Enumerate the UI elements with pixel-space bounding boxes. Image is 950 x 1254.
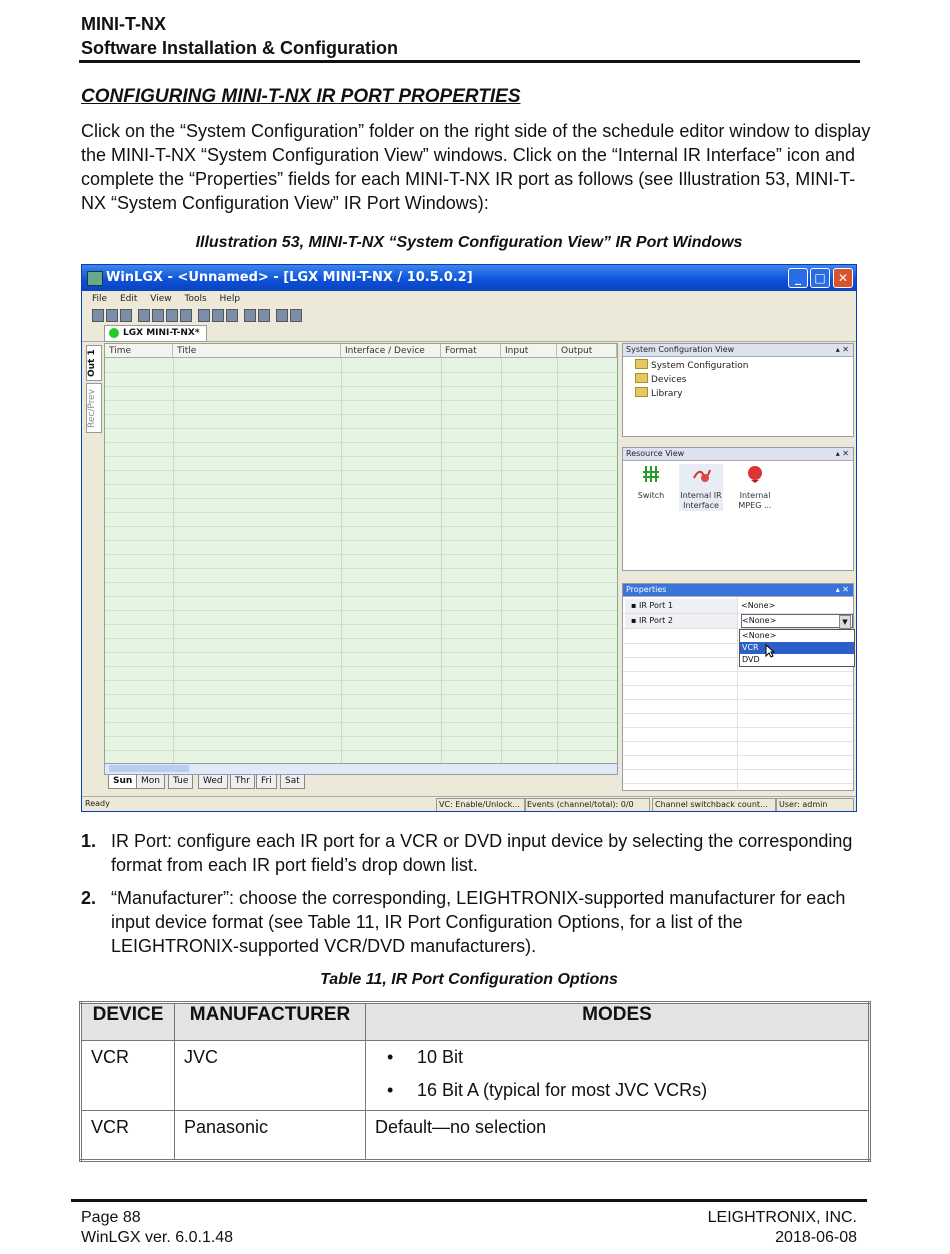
column-header-title[interactable]: Title xyxy=(173,344,341,358)
menu-view[interactable]: View xyxy=(150,294,172,304)
minimize-icon[interactable]: _ xyxy=(788,268,808,288)
mpeg-icon xyxy=(745,464,765,484)
properties-panel xyxy=(622,583,854,791)
resource-internal-mpeg[interactable] xyxy=(733,464,777,511)
document-date: 2018-06-08 xyxy=(775,1229,857,1246)
grid-line xyxy=(623,699,853,700)
grid-line xyxy=(105,652,617,653)
resource-label: Internal MPEG ... xyxy=(738,491,772,510)
list-item: • 16 Bit A (typical for most JVC VCRs) xyxy=(387,1080,708,1100)
step-number: 1. xyxy=(81,831,97,851)
tree-item-library[interactable]: Library xyxy=(635,387,853,401)
tool-icon[interactable] xyxy=(180,309,192,322)
config-tree xyxy=(623,357,853,401)
chapter-name: Software Installation & Configuration xyxy=(81,38,399,58)
day-tab-wed[interactable]: Wed xyxy=(198,775,228,789)
print-icon[interactable] xyxy=(258,309,270,322)
open-icon[interactable] xyxy=(106,309,118,322)
folder-icon xyxy=(635,387,648,397)
option-none[interactable]: <None> xyxy=(742,631,777,640)
section-title: CONFIGURING MINI-T-NX IR PORT PROPERTIES xyxy=(81,86,521,107)
grid-line xyxy=(105,512,617,513)
column-header-time[interactable]: Time xyxy=(105,344,173,358)
menu-edit[interactable]: Edit xyxy=(119,294,138,304)
day-tab-fri[interactable]: Fri xyxy=(256,775,277,789)
mouse-cursor-icon xyxy=(765,644,775,658)
property-value[interactable]: <None> xyxy=(741,601,776,610)
step-1 xyxy=(81,829,871,877)
page-number: Page 88 xyxy=(81,1209,141,1226)
document-tab-bar xyxy=(82,323,856,342)
grid-line xyxy=(623,741,853,742)
grid-line xyxy=(105,554,617,555)
grid-line xyxy=(105,568,617,569)
footer-right xyxy=(708,1208,857,1248)
side-tab-recprev[interactable]: Rec/Prev xyxy=(86,383,102,433)
grid-line xyxy=(623,671,853,672)
column-header-input[interactable]: Input xyxy=(501,344,557,358)
grid-line xyxy=(105,400,617,401)
schedule-grid[interactable] xyxy=(104,343,618,775)
pin-icon[interactable]: ▴ ✕ xyxy=(835,449,849,458)
cell-manufacturer: Panasonic xyxy=(175,1111,366,1161)
grid-line xyxy=(173,358,174,774)
footer-rule xyxy=(71,1199,867,1202)
grid-line xyxy=(623,685,853,686)
company-name: LEIGHTRONIX, INC. xyxy=(707,1209,857,1226)
grid-line xyxy=(105,582,617,583)
grid-line xyxy=(105,386,617,387)
resource-label: Internal IR Interface xyxy=(680,491,722,510)
panel-title: System Configuration View xyxy=(626,345,735,354)
status-events: Events (channel/total): 0/0 xyxy=(524,798,650,812)
menu-bar xyxy=(82,291,856,307)
status-vc: VC: Enable/Unlock... xyxy=(436,798,526,812)
menu-help[interactable]: Help xyxy=(219,294,241,304)
grid-line xyxy=(341,358,342,774)
grid-line xyxy=(105,708,617,709)
grid-line xyxy=(623,727,853,728)
resource-internal-ir[interactable] xyxy=(679,464,723,511)
grid-line xyxy=(105,470,617,471)
panel-title: Resource View xyxy=(626,449,685,458)
grid-line xyxy=(105,456,617,457)
system-configuration-panel xyxy=(622,343,854,437)
grid-line xyxy=(105,498,617,499)
grid-line xyxy=(105,428,617,429)
new-icon[interactable] xyxy=(92,309,104,322)
tree-item-system-configuration[interactable]: System Configuration xyxy=(635,359,853,373)
properties-grid xyxy=(623,597,853,791)
grid-line xyxy=(105,680,617,681)
chevron-down-icon[interactable]: ▼ xyxy=(839,615,851,629)
table-header-row xyxy=(81,1003,870,1041)
option-vcr[interactable]: VCR xyxy=(740,642,854,654)
tool-icon[interactable] xyxy=(244,309,256,322)
grid-line xyxy=(105,638,617,639)
grid-line xyxy=(105,484,617,485)
toolbar xyxy=(82,307,856,323)
column-header-manufacturer: MANUFACTURER xyxy=(175,1003,366,1041)
maximize-icon[interactable]: □ xyxy=(810,268,830,288)
grid-line xyxy=(623,755,853,756)
panel-header xyxy=(623,584,853,597)
grid-line xyxy=(737,597,738,791)
grid-line xyxy=(623,713,853,714)
switch-icon xyxy=(641,464,661,484)
day-tab-tue[interactable]: Tue xyxy=(168,775,193,789)
step-text: IR Port: configure each IR port for a VCR or DVD input device by selecting the corresponding format from each IR port field’s drop down list. xyxy=(111,831,853,875)
menu-tools[interactable]: Tools xyxy=(184,294,207,304)
scrollbar-thumb[interactable] xyxy=(109,765,189,772)
tree-item-devices[interactable]: Devices xyxy=(635,373,853,387)
day-tab-thr[interactable]: Thr xyxy=(230,775,255,789)
column-header-interface[interactable]: Interface / Device xyxy=(341,344,441,358)
document-tab-label: LGX MINI-T-NX* xyxy=(123,328,200,338)
property-key: ▪ IR Port 2 xyxy=(625,614,737,628)
step-2 xyxy=(81,886,871,958)
day-tab-mon[interactable]: Mon xyxy=(136,775,165,789)
tool-icon[interactable] xyxy=(226,309,238,322)
ir-port-2-dropdown xyxy=(739,629,855,667)
step-text: “Manufacturer”: choose the corresponding, LEIGHTRONIX-supported manufacturer for each input device format (see Table 11, IR Port Configuration Options, for a list of the LEIGHTRONIX-supported VCR/DVD manufacturers). xyxy=(111,888,846,956)
folder-icon xyxy=(635,359,648,369)
tool-icon[interactable] xyxy=(198,309,210,322)
side-tab-out1[interactable]: Out 1 xyxy=(86,345,102,381)
column-header-output[interactable]: Output xyxy=(557,344,617,358)
grid-line xyxy=(441,358,442,774)
property-row-ir-port-1[interactable] xyxy=(623,599,853,614)
close-icon[interactable]: ✕ xyxy=(833,268,853,288)
header-rule xyxy=(79,60,860,63)
panel-header xyxy=(623,448,853,461)
panel-title: Properties xyxy=(626,585,667,594)
property-row-ir-port-2[interactable] xyxy=(623,614,853,629)
grid-line xyxy=(105,722,617,723)
ir-port-options-table xyxy=(79,1001,871,1162)
grid-line xyxy=(105,666,617,667)
document-tab[interactable] xyxy=(104,325,207,342)
grid-line xyxy=(105,540,617,541)
tool-icon[interactable] xyxy=(166,309,178,322)
save-icon[interactable] xyxy=(120,309,132,322)
cell-modes xyxy=(366,1041,870,1111)
grid-line xyxy=(557,358,558,774)
help-icon[interactable] xyxy=(290,309,302,322)
step-number: 2. xyxy=(81,888,97,908)
pin-icon[interactable]: ▴ ✕ xyxy=(835,345,849,354)
grid-line xyxy=(105,414,617,415)
ir-port-2-select[interactable]: <None> xyxy=(741,614,853,628)
illustration-caption: Illustration 53, MINI-T-NX “System Configuration View” IR Port Windows xyxy=(195,234,743,251)
table-row xyxy=(81,1111,870,1161)
tool-icon[interactable] xyxy=(276,309,288,322)
window-titlebar xyxy=(82,265,856,291)
cell-manufacturer: JVC xyxy=(175,1041,366,1111)
pin-icon[interactable]: ▴ ✕ xyxy=(835,585,849,594)
resource-label: Switch xyxy=(637,491,665,500)
column-header-modes: MODES xyxy=(366,1003,870,1041)
grid-line xyxy=(501,358,502,774)
grid-line xyxy=(105,694,617,695)
grid-line xyxy=(623,769,853,770)
table-row xyxy=(81,1041,870,1111)
grid-line xyxy=(623,783,853,784)
tool-icon[interactable] xyxy=(152,309,164,322)
intro-paragraph: Click on the “System Configuration” folder on the right side of the schedule editor window to display the MINI-T-NX “System Configuration View” windows. Click on the “Internal IR Interface” icon and complete the “Properties” fields for each MINI-T-NX IR port as follows (see Illustration 53, MINI-T-NX “System Configuration View” IR Port Windows): xyxy=(81,121,871,213)
window-title: WinLGX - <Unnamed> - [LGX MINI-T-NX / 10.5.0.2] xyxy=(106,270,473,285)
ir-interface-icon xyxy=(691,464,711,484)
cell-modes: Default—no selection xyxy=(366,1111,870,1161)
app-icon xyxy=(87,271,103,286)
side-tabs xyxy=(84,341,102,781)
tool-icon[interactable] xyxy=(138,309,150,322)
day-tab-sat[interactable]: Sat xyxy=(280,775,305,789)
modes-list xyxy=(375,1041,859,1107)
cell-device: VCR xyxy=(81,1041,175,1111)
horizontal-scrollbar[interactable] xyxy=(104,763,618,775)
status-dot-icon xyxy=(109,328,119,338)
grid-line xyxy=(105,624,617,625)
property-key: ▪ IR Port 1 xyxy=(625,599,737,613)
document-header xyxy=(81,12,398,60)
column-header-format[interactable]: Format xyxy=(441,344,501,358)
cell-device: VCR xyxy=(81,1111,175,1161)
tool-icon[interactable] xyxy=(212,309,224,322)
resource-view-panel xyxy=(622,447,854,571)
status-bar xyxy=(82,796,856,811)
status-user: User: admin xyxy=(776,798,854,812)
option-dvd[interactable]: DVD xyxy=(742,655,760,664)
winlgx-window xyxy=(81,264,857,812)
software-version: WinLGX ver. 6.0.1.48 xyxy=(81,1229,234,1246)
list-item: • 10 Bit xyxy=(387,1047,464,1067)
grid-line xyxy=(105,750,617,751)
status-ready: Ready xyxy=(85,799,110,808)
table-caption: Table 11, IR Port Configuration Options xyxy=(320,971,618,988)
panel-header xyxy=(623,344,853,357)
footer-left xyxy=(81,1208,233,1248)
menu-file[interactable]: File xyxy=(92,294,108,304)
grid-line xyxy=(105,442,617,443)
grid-line xyxy=(105,610,617,611)
grid-line xyxy=(105,736,617,737)
day-tab-sun[interactable]: Sun xyxy=(108,775,137,789)
grid-line xyxy=(105,596,617,597)
column-header-device: DEVICE xyxy=(81,1003,175,1041)
status-switchback: Channel switchback count... xyxy=(652,798,776,812)
folder-icon xyxy=(635,373,648,383)
grid-line xyxy=(105,526,617,527)
resource-switch[interactable] xyxy=(629,464,673,501)
product-name: MINI-T-NX xyxy=(81,14,166,34)
grid-line xyxy=(105,372,617,373)
